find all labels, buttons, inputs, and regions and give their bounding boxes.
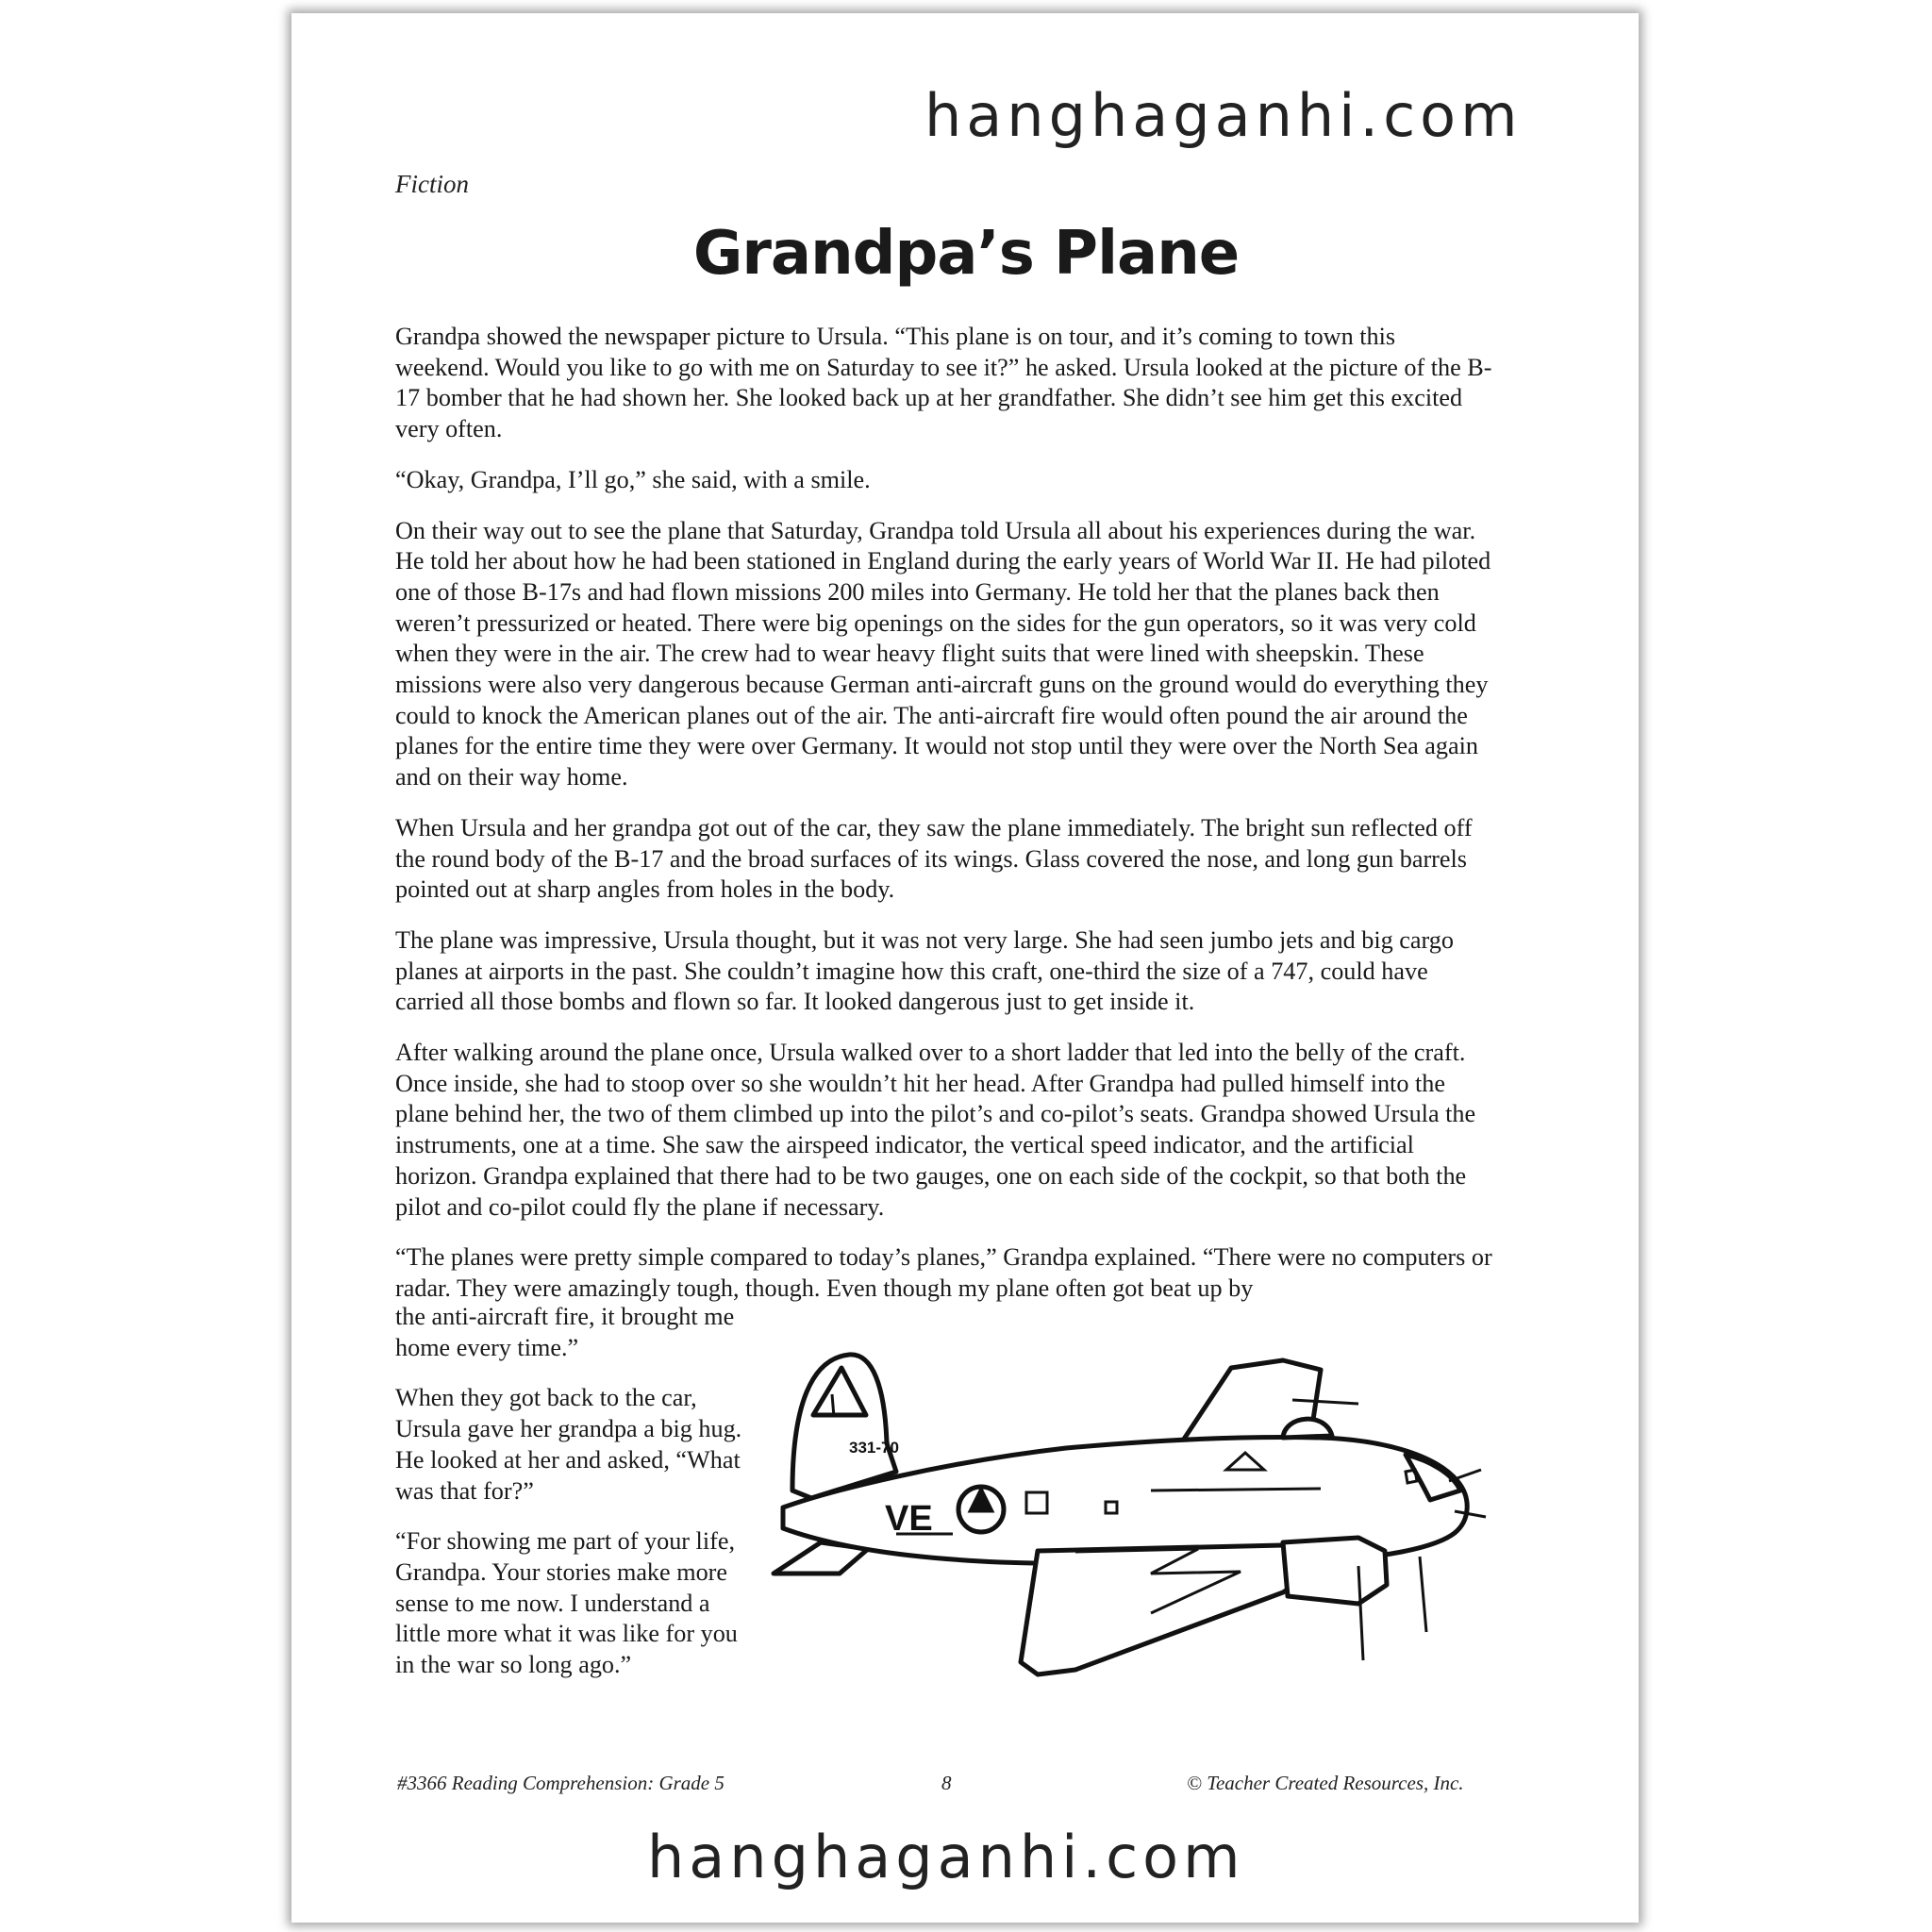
story-paragraph: The plane was impressive, Ursula thought, but it was not very large. She had seen jumbo jets and big cargo planes at airports in the past. She couldn’t imagine how this craft, one-third the size of a 747, could have carried all those bombs and flown so far. It looked dangerous just to get inside it. [395, 925, 1454, 1016]
story-side-column [395, 1302, 754, 1701]
tail-code-text: 331-70 [849, 1439, 899, 1457]
story-paragraph: Grandpa showed the newspaper picture to Ursula. “This plane is on tour, and it’s coming to town this weekend. Would you like to go with me on Saturday to see it?” he asked. Ursula looked at the picture of the B-17 bomber that he had shown her. She looked back up at her grandfather. She didn’t see him get this excited very often. [395, 323, 1492, 443]
footer-book-title: #3366 Reading Comprehension: Grade 5 [397, 1772, 724, 1794]
story-paragraph: On their way out to see the plane that Saturday, Grandpa told Ursula all about his experiences during the war. He told her about how he had been stationed in England during the early years of World War II. He had piloted one of those B-17s and had flown missions 200 miles into Germany. He told her that the planes back then weren’t pressurized or heated. There were big openings on the sides for the gun operators, so it was very cold when they were in the air. The crew had to wear heavy flight suits that were lined with sheepskin. These missions were also very dangerous because German anti-aircraft guns on the ground would do everything they could to knock the American planes out of the air. The anti-aircraft fire would often pound the air around the planes for the entire time they were over Germany. It would not stop until they were over the North Sea again and on their way home. [395, 516, 1491, 791]
footer-copyright: © Teacher Created Resources, Inc. [1187, 1772, 1464, 1794]
story-paragraph: When Ursula and her grandpa got out of the car, they saw the plane immediately. The bright sun reflected off the round body of the B-17 and the broad surfaces of its wings. Glass covered the nose, and long gun barrels pointed out at sharp angles from holes in the body. [395, 813, 1473, 904]
story-body [395, 322, 1494, 1305]
b17-bomber-illustration [755, 1349, 1491, 1681]
watermark-bottom: hanghaganhi.com [647, 1823, 1245, 1891]
footer-page-number: 8 [941, 1772, 952, 1794]
genre-label: Fiction [395, 170, 469, 198]
page-title: Grandpa’s Plane [692, 219, 1240, 289]
watermark-top: hanghaganhi.com [924, 81, 1523, 150]
story-paragraph: the anti-aircraft fire, it brought me home every time.” [395, 1303, 735, 1361]
story-paragraph: After walking around the plane once, Ursula walked over to a short ladder that led into the belly of the craft. Once inside, she had to stoop over so she wouldn’t hit her head. After Grandpa had pulled himself into the plane behind her, the two of them climbed up into the pilot’s and co-pilot’s seats. Grandpa showed Ursula the instruments, one at a time. She saw the airspeed indicator, the vertical speed indicator, and the artificial horizon. Grandpa explained that there had to be two gauges, one on each side of the cockpit, so that both the pilot and co-pilot could fly the plane if necessary. [395, 1039, 1476, 1221]
story-paragraph: “Okay, Grandpa, I’ll go,” she said, with a smile. [395, 465, 871, 493]
story-paragraph: “The planes were pretty simple compared to today’s planes,” Grandpa explained. “There were no computers or radar. They were amazingly tough, though. Even though my plane often got beat up by [395, 1243, 1492, 1302]
fuselage-code-text: VE [885, 1499, 933, 1539]
story-paragraph: When they got back to the car, Ursula gave her grandpa a big hug. He looked at her and asked, “What was that for?” [395, 1384, 742, 1505]
story-paragraph: “For showing me part of your life, Grandpa. Your stories make more sense to me now. I understand a little more what it was like for you in the war so long ago.” [395, 1527, 738, 1679]
